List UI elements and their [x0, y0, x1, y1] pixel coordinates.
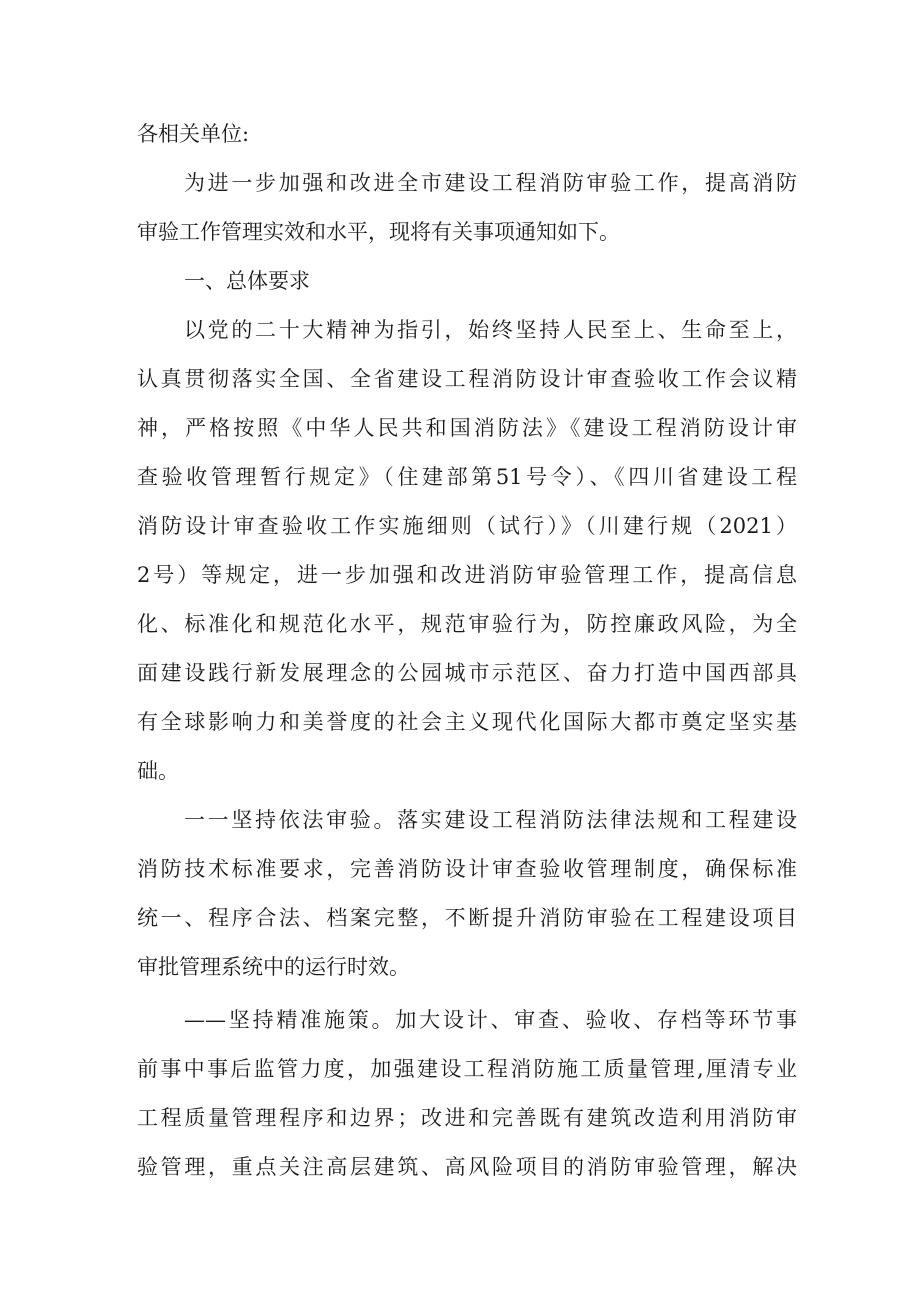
paragraph-line: 统一、程序合法、档案完整，不断提升消防审验在工程建设项目	[137, 906, 797, 930]
section-heading: 一、总体要求	[184, 269, 310, 293]
paragraph-line: 审验工作管理实效和水平，现将有关事项通知如下。	[137, 220, 620, 244]
paragraph-line: 工程质量管理程序和边界；改进和完善既有建筑改造利用消防审	[137, 1106, 797, 1130]
paragraph-line: 2号）等规定，进一步加强和改进消防审验管理工作，提高信息	[137, 563, 797, 587]
paragraph-line: 认真贯彻落实全国、全省建设工程消防设计审查验收工作会议精	[137, 367, 797, 391]
paragraph-line: 有全球影响力和美誉度的社会主义现代化国际大都市奠定坚实基	[137, 710, 797, 734]
paragraph-line: 消防设计审查验收工作实施细则（试行）》（川建行规（2021）	[137, 514, 797, 538]
paragraph-line: 前事中事后监管力度，加强建设工程消防施工质量管理,厘清专业	[137, 1057, 797, 1081]
paragraph-line: 神，严格按照《中华人民共和国消防法》《建设工程消防设计审	[137, 416, 797, 440]
paragraph-line: 查验收管理暂行规定》（住建部第51号令）、《四川省建设工程	[137, 465, 797, 489]
paragraph-line: 础。	[137, 759, 179, 783]
paragraph-line: ——坚持精准施策。加大设计、审查、验收、存档等环节事	[184, 1008, 797, 1032]
paragraph-line: 化、标准化和规范化水平，规范审验行为，防控廉政风险，为全	[137, 612, 797, 636]
paragraph-line: 一一坚持依法审验。落实建设工程消防法律法规和工程建设	[184, 808, 797, 832]
paragraph-line: 以党的二十大精神为指引，始终坚持人民至上、生命至上，	[184, 318, 797, 342]
paragraph-line: 审批管理系统中的运行时效。	[137, 955, 410, 979]
salutation: 各相关单位:	[137, 122, 250, 146]
paragraph-line: 为进一步加强和改进全市建设工程消防审验工作，提高消防	[184, 171, 797, 195]
paragraph-line: 面建设践行新发展理念的公园城市示范区、奋力打造中国西部具	[137, 661, 797, 685]
paragraph-line: 验管理，重点关注高层建筑、高风险项目的消防审验管理，解决	[137, 1155, 797, 1179]
paragraph-line: 消防技术标准要求，完善消防设计审查验收管理制度，确保标准	[137, 857, 797, 881]
